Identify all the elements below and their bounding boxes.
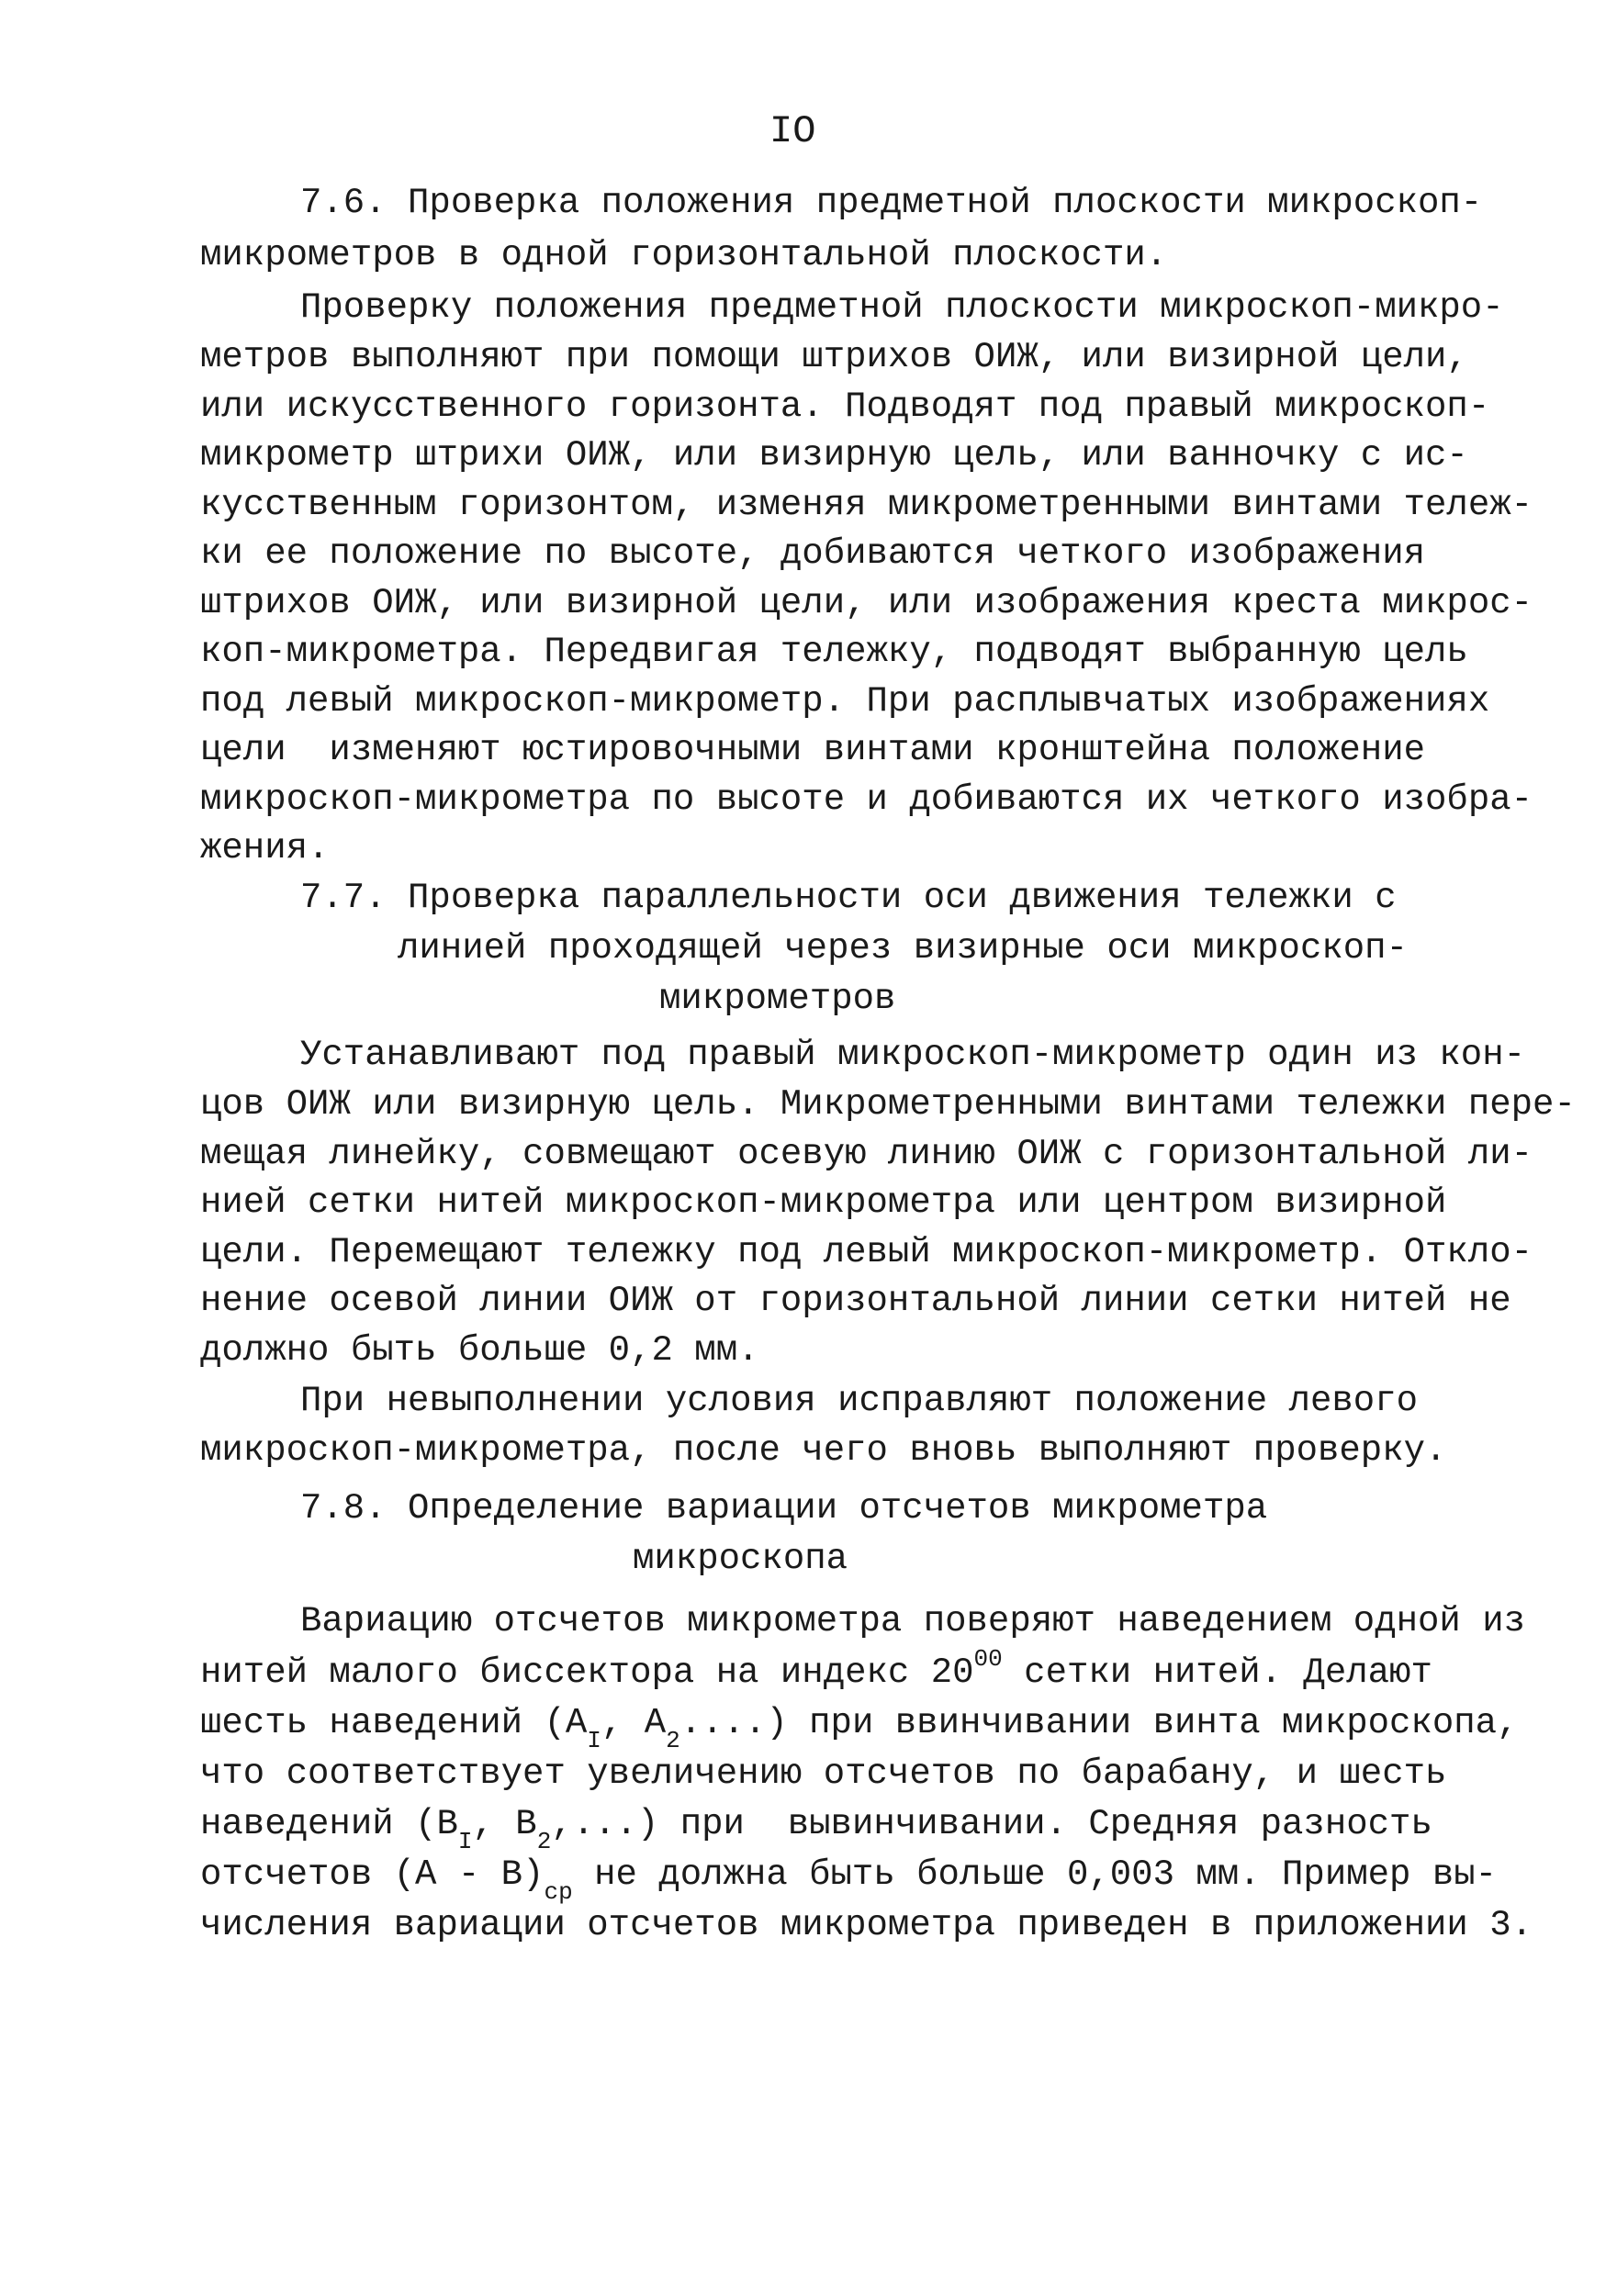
section-7-7-text-line: При невыполнении условия исправляют положение левого — [300, 1381, 1418, 1421]
section-7-6-text-line: ки ее положение по высоте, добиваются четкого изображения — [200, 533, 1426, 574]
section-7-6-text-line: коп-микрометра. Передвигая тележку, подводят выбранную цель — [200, 632, 1468, 672]
section-7-8-text-line — [200, 1645, 1432, 1698]
section-7-8-text-line — [200, 1700, 1519, 1754]
section-7-8-heading-line-1: 7.8. Определение вариации отсчетов микрометра — [300, 1488, 1268, 1529]
section-7-7-heading-line-2: линией проходящей через визирные оси микроскоп- — [398, 928, 1408, 969]
text-run: ,...) при вывинчивании. Средняя разность — [551, 1804, 1432, 1844]
text-run: отсчетов (A - B) — [200, 1854, 545, 1895]
section-7-8-text-line — [200, 1801, 1432, 1855]
section-7-7-text-line: Устанавливают под правый микроскоп-микрометр один из кон- — [300, 1035, 1526, 1075]
text-run: ....) при ввинчивании винта микроскопа, — [679, 1703, 1519, 1743]
section-7-6-text-line: жения. — [200, 828, 330, 868]
subscript: ср — [544, 1878, 573, 1906]
section-7-6-text-line: цели изменяют юстировочными винтами кронштейна положение — [200, 730, 1426, 770]
section-7-6-text-line: штрихов ОИЖ, или визирной цели, или изображения креста микрос- — [200, 583, 1533, 623]
section-7-7-text-line: микроскоп-микрометра, после чего вновь выполняют проверку. — [200, 1430, 1447, 1471]
text-run: наведений (B — [200, 1804, 458, 1844]
section-7-8-heading-line-2: микроскопа — [633, 1539, 848, 1579]
section-7-6-text-line: под левый микроскоп-микрометр. При расплывчатых изображениях — [200, 681, 1490, 722]
text-run: нитей малого биссектора на индекс 20 — [200, 1652, 974, 1693]
section-7-6-heading-line-1: 7.6. Проверка положения предметной плоскости микроскоп- — [300, 183, 1483, 223]
section-7-6-text-line: микроскоп-микрометра по высоте и добиваются их четкого изобра- — [200, 779, 1533, 820]
text-run: , B — [472, 1804, 537, 1844]
page-number: IO — [769, 109, 816, 153]
text-run: сетки нитей. Делают — [1002, 1652, 1432, 1693]
section-7-6-text-line: Проверку положения предметной плоскости микроскоп-микро- — [300, 287, 1504, 328]
superscript: 00 — [973, 1645, 1003, 1673]
section-7-8-text-line — [200, 1852, 1498, 1906]
text-run: шесть наведений (A — [200, 1703, 588, 1743]
section-7-7-text-line: нией сетки нитей микроскоп-микрометра или центром визирной — [200, 1182, 1447, 1223]
section-7-8-text-line: что соответствует увеличению отсчетов по барабану, и шесть — [200, 1753, 1447, 1794]
section-7-7-text-line: цов ОИЖ или визирную цель. Микрометренными винтами тележки пере- — [200, 1084, 1576, 1125]
section-7-6-heading-line-2: микрометров в одной горизонтальной плоскости. — [200, 235, 1168, 275]
text-run: , A — [601, 1703, 667, 1743]
section-7-7-text-line: мещая линейку, совмещают осевую линию ОИЖ с горизонтальной ли- — [200, 1134, 1533, 1174]
section-7-7-text-line: цели. Перемещают тележку под левый микроскоп-микрометр. Откло- — [200, 1232, 1533, 1272]
section-7-7-text-line: должно быть больше 0,2 мм. — [200, 1330, 759, 1371]
text-run: не должна быть больше 0,003 мм. Пример вы- — [572, 1854, 1498, 1895]
section-7-8-text-line: Вариацию отсчетов микрометра поверяют наведением одной из — [300, 1601, 1526, 1641]
subscript: I — [457, 1828, 473, 1855]
section-7-7-heading-line-3: микрометров — [659, 979, 896, 1019]
section-7-6-text-line: кусственным горизонтом, изменяя микрометренными винтами тележ- — [200, 485, 1533, 525]
subscript: 2 — [666, 1727, 680, 1754]
subscript: 2 — [536, 1828, 552, 1855]
section-7-6-text-line: или искусственного горизонта. Подводят под правый микроскоп- — [200, 386, 1490, 427]
section-7-7-text-line: нение осевой линии ОИЖ от горизонтальной линии сетки нитей не — [200, 1281, 1511, 1321]
section-7-6-text-line: метров выполняют при помощи штрихов ОИЖ, или визирной цели, — [200, 337, 1468, 377]
subscript: I — [587, 1727, 601, 1754]
section-7-6-text-line: микрометр штрихи ОИЖ, или визирную цель, или ванночку с ис- — [200, 435, 1468, 476]
section-7-8-text-line: числения вариации отсчетов микрометра приведен в приложении 3. — [200, 1905, 1533, 1945]
section-7-7-heading-line-1: 7.7. Проверка параллельности оси движения тележки с — [300, 878, 1397, 918]
